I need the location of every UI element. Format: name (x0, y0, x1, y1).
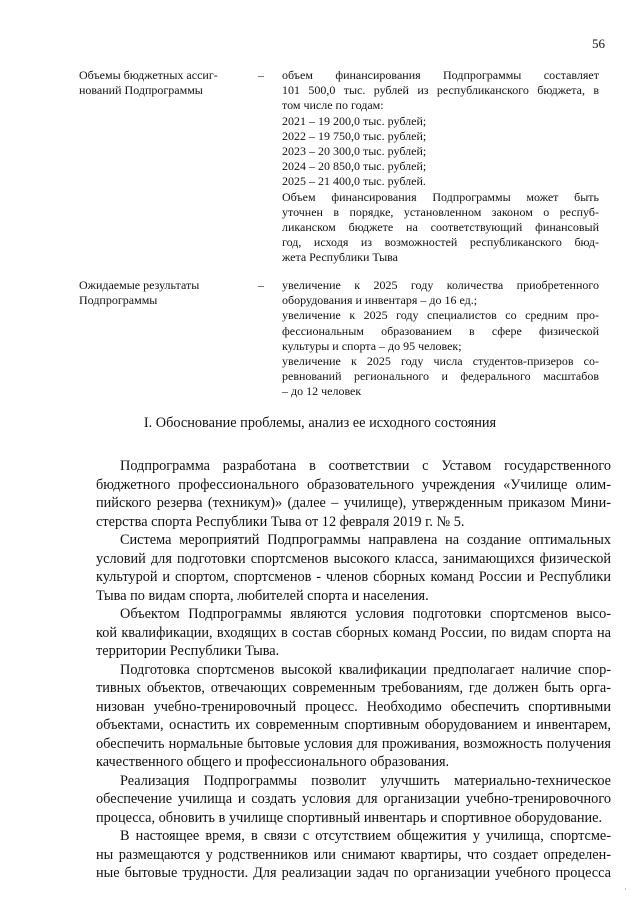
passport-content-line: увеличение к 2025 году числа студентов-призеров со- (282, 354, 599, 369)
passport-content-line: год, исходя из возможностей республиканского бюд- (282, 235, 599, 250)
passport-label-line: Ожидаемые результаты (79, 278, 200, 292)
body-line: кой квалификации, входящих в состав сборных команд России, по видам спорта на (96, 624, 611, 641)
passport-content-line: увеличение к 2025 году специалистов со средним про- (282, 308, 599, 323)
body-line: условий для подготовки спортсменов высокого класса, занимающихся физической (96, 550, 611, 567)
page-number: 56 (592, 36, 605, 51)
passport-content-line: ликанском бюджете на соответствующий финансовый (282, 220, 599, 235)
body-line: Система мероприятий Подпрограммы направлена на создание оптимальных (120, 532, 611, 548)
body-line: обеспечить нормальные бытовые условия для проживания, возможность получения (96, 735, 611, 752)
scan-mark: · (624, 885, 627, 894)
body-text (96, 457, 611, 883)
passport-content-line: фессиональным образованием в сфере физической (282, 323, 599, 338)
passport-label-line: нований Подпрограммы (79, 83, 203, 98)
body-line: объектами, оснастить их современным спортивным оборудованием и инвентарем, (96, 717, 611, 733)
body-line: низован учебно-тренировочный процесс. Необходимо обеспечить спортивными (96, 698, 611, 715)
passport-content-line: оборудования и инвентаря – до 16 ед.; (282, 293, 478, 308)
passport-content (282, 278, 599, 400)
passport-label-line: Объемы бюджетных ассиг- (79, 68, 218, 82)
passport-content-line: 2024 – 20 850,0 тыс. рублей; (282, 159, 427, 174)
passport-dash: – (258, 68, 264, 82)
passport-content-line: том числе по годам: (282, 98, 384, 113)
body-line: процесса, обновить в училище спортивный инвентарь и спортивное оборудование. (96, 809, 603, 826)
passport-label (79, 68, 249, 98)
body-line: Объектом Подпрограммы являются условия подготовки спортсменов высо- (120, 606, 611, 622)
body-line: стерства спорта Республики Тыва от 12 февраля 2019 г. № 5. (96, 513, 465, 530)
passport-label (79, 278, 249, 308)
passport-content-line: уточнен в порядке, установленном законом о респуб- (282, 204, 599, 219)
passport-content-line: 2023 – 20 300,0 тыс. рублей; (282, 144, 427, 159)
body-line: территории Республики Тыва. (96, 643, 280, 659)
passport-content-line: объем финансирования Подпрограммы составляет (282, 68, 599, 82)
passport-content-line: 2025 – 21 400,0 тыс. рублей. (282, 174, 426, 189)
body-line: Подпрограмма разработана в соответствии с Уставом государственного (120, 458, 611, 474)
body-line: пийского резерва (техникум)» (далее – училище), утвержденным приказом Мини- (96, 495, 611, 511)
body-line: Подготовка спортсменов высокой квалификации предполагает наличие спор- (120, 661, 611, 678)
body-line: В настоящее время, в связи с отсутствием общежития у училища, спортсме- (120, 828, 611, 844)
body-line: качественного общего и профессионального образования. (96, 754, 450, 770)
body-line: бюджетного профессионального образовательного учреждения «Училище олим- (96, 476, 611, 493)
passport-label-line: Подпрограммы (79, 293, 158, 308)
passport-content (282, 68, 599, 266)
body-line: Реализация Подпрограммы позволит улучшить материально-техническое (120, 772, 611, 789)
passport-content-line: 2022 – 19 750,0 тыс. рублей; (282, 128, 427, 143)
body-line: тивных объектов, отвечающих современным требованиям, где должен быть орга- (96, 680, 611, 696)
passport-content-line: жета Республики Тыва (282, 250, 399, 265)
passport-content-line: ревнований регионального и федерального масштабов (282, 369, 599, 384)
passport-content-line: 2021 – 19 200,0 тыс. рублей; (282, 113, 427, 128)
body-line: культурой и спортом, спортсменов - членов сборных команд России и Республики (96, 569, 611, 585)
passport-content-line: 101 500,0 тыс. рублей из республиканского бюджета, в (282, 83, 599, 98)
body-line: ные бытовые трудности. Для реализации задач по организации учебного процесса (96, 865, 611, 881)
body-line: ны размещаются у родственников или снимают квартиры, что создает определен- (96, 846, 611, 863)
passport-content-line: – до 12 человек (282, 384, 362, 399)
passport-content-line: увеличение к 2025 году количества приобретенного (282, 278, 599, 292)
body-line: обеспечение училища и создать условия для организации учебно-тренировочного (96, 791, 611, 807)
section-heading: I. Обоснование проблемы, анализ ее исходного состояния (143, 415, 497, 431)
passport-content-line: культуры и спорта – до 95 человек; (282, 338, 462, 353)
passport-dash: – (258, 278, 264, 292)
body-line: Тыва по видам спорта, любителей спорта и населения. (96, 587, 429, 604)
passport-content-line: Объем финансирования Подпрограммы может быть (282, 189, 599, 204)
